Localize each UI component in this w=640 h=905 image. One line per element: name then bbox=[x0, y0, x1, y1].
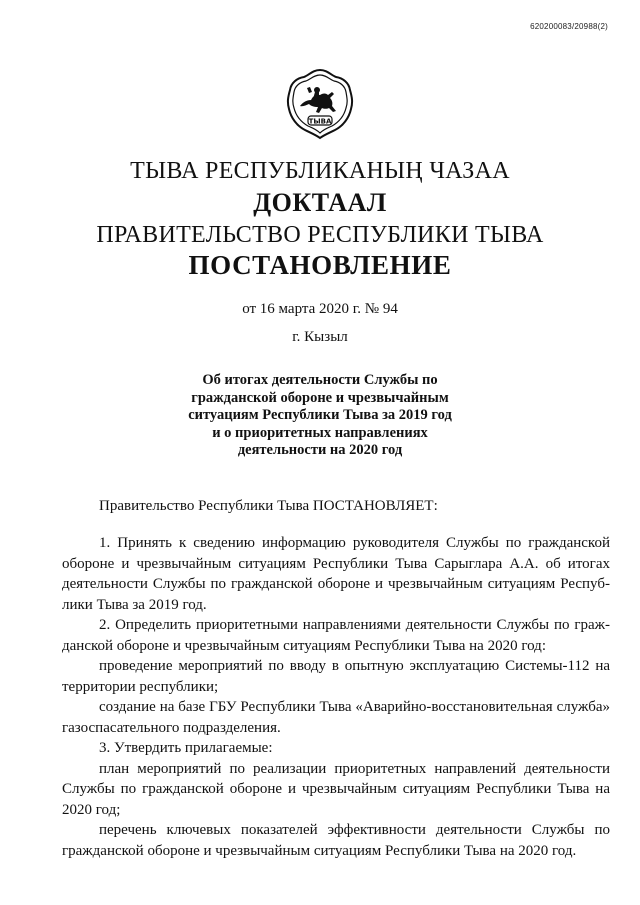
title-line: и о приоритетных направлениях bbox=[212, 424, 428, 441]
document-city: г. Кызыл bbox=[292, 329, 348, 345]
russian-government-title: ПРАВИТЕЛЬСТВО РЕСПУБЛИКИ ТЫВА bbox=[96, 222, 544, 248]
body-paragraph: план мероприятий по реализации приоритетных направлений деятельности Службы по гражданской обороне и чрезвычайным ситуациям Республики Тыва на 2020 год; bbox=[62, 760, 610, 818]
resolution-body bbox=[62, 533, 610, 861]
title-line: деятельности на 2020 год bbox=[237, 442, 403, 458]
body-paragraph: перечень ключевых показателей эффективности деятельности Службы по гражданской обороне и чрезвычайным ситуациям Республики Тыва на 2020 год. bbox=[62, 822, 610, 859]
document-subject-title bbox=[0, 372, 640, 460]
body-paragraph: 1. Принять к сведению информацию руководителя Службы по гражданской обороне и чрезвычайным ситуациям Республики Тыва Сарыглара А.А. об итогах деятельности Службы по гражданской обороне и чрезвычайным ситуациям Республики Тыва за 2019 год. bbox=[62, 535, 610, 613]
tuva-coat-of-arms-icon bbox=[283, 66, 357, 144]
intro-paragraph: Правительство Республики Тыва ПОСТАНОВЛЯЕТ: bbox=[99, 498, 438, 514]
body-paragraph: 3. Утвердить прилагаемые: bbox=[99, 740, 273, 756]
tuva-government-title: ТЫВА РЕСПУБЛИКАНЫҢ ЧАЗАА bbox=[130, 158, 510, 184]
body-paragraph: 2. Определить приоритетными направлениями деятельности Службы по гражданской обороне и чрезвычайным ситуациям Республики Тыва на 2020 год: bbox=[62, 617, 610, 654]
russian-document-type: ПОСТАНОВЛЕНИЕ bbox=[188, 250, 452, 280]
body-paragraph: создание на базе ГБУ Республики Тыва «Аварийно-восстановительная служба» газоспасательного подразделения. bbox=[62, 699, 610, 736]
resolution-intro bbox=[62, 496, 610, 517]
body-paragraph: проведение мероприятий по вводу в опытную эксплуатацию Системы-112 на территории республики; bbox=[62, 658, 610, 695]
tuva-document-type: ДОКТААЛ bbox=[253, 188, 387, 217]
title-line: Об итогах деятельности Службы по bbox=[202, 372, 438, 388]
title-line: гражданской обороне и чрезвычайным bbox=[191, 389, 449, 406]
svg-text:ТЫВА: ТЫВА bbox=[308, 117, 332, 126]
title-line: ситуациям Республики Тыва за 2019 год bbox=[188, 407, 452, 423]
document-date: от 16 марта 2020 г. № 94 bbox=[242, 301, 398, 317]
document-number: 620200083/20988(2) bbox=[530, 22, 608, 31]
